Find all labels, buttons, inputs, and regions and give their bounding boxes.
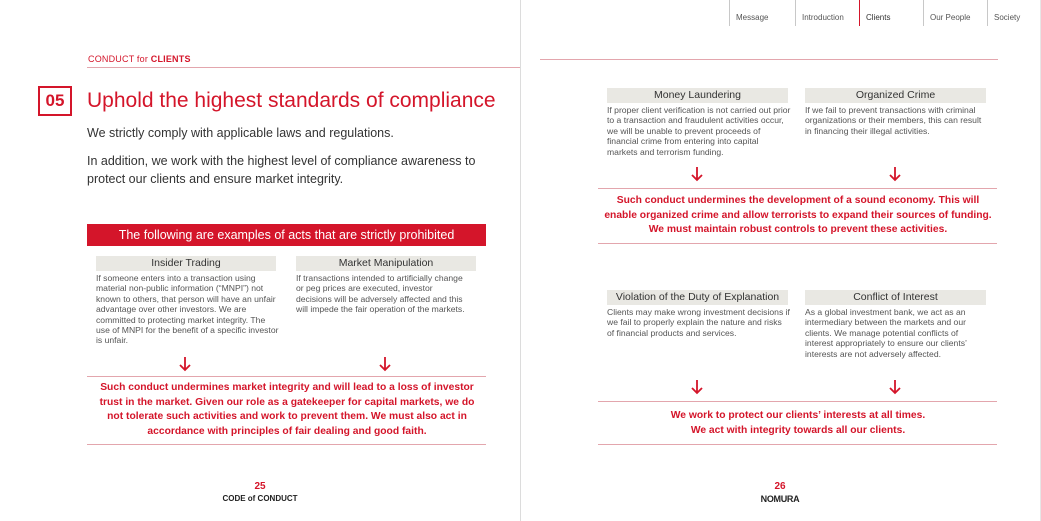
tab-label: Message (736, 13, 769, 22)
tab-introduction[interactable] (795, 0, 859, 26)
conclusion-line-1: We work to protect our clients’ interests at all times. (670, 410, 926, 421)
prohibited-acts-banner: The following are examples of acts that are strictly prohibited (87, 224, 486, 246)
left-conclusion: Such conduct undermines market integrity and will lead to a loss of investor trust in the market. Given our role as a gatekeeper for capital markets, we do not tolerate such activities and work to prevent them. We must also act in accordance with principles of fair dealing and good faith. (99, 382, 475, 437)
down-arrow-icon (691, 166, 703, 182)
lead-paragraph-2: In addition, we work with the highest level of compliance awareness to protect our clients and ensure market integrity. (87, 154, 476, 186)
market-manipulation-title: Market Manipulation (296, 256, 476, 271)
page-number-left: 25 (254, 481, 266, 492)
organized-crime-text: If we fail to prevent transactions with criminal organizations or their members, this can result in financing their illegal activities. (805, 105, 982, 136)
conclusion-rule-top (87, 376, 486, 377)
tab-clients[interactable] (859, 0, 923, 26)
down-arrow-icon (889, 166, 901, 182)
down-arrow-icon (889, 379, 901, 395)
section-prefix: CONDUCT for (88, 54, 151, 64)
right-conclusion-2 (604, 409, 992, 438)
nomura-logo: NOMURA (760, 494, 800, 504)
section-number: 05 (38, 86, 72, 116)
market-manipulation-text: If transactions intended to artificially change or peg prices are executed, investor decisions will be adversely affected and this will impede the fair operation of the markets. (296, 273, 465, 315)
footer-label: CODE of CONDUCT (222, 494, 298, 503)
insider-trading-text: If someone enters into a transaction using material non-public information (“MNPI”) not known to others, that person will have an unfair advantage over other investors. We are committed to protecting market integrity. The use of MNPI for the benefit of a specific investor is unfair. (96, 273, 279, 346)
conclusion-line-2: We act with integrity towards all our clients. (690, 424, 906, 436)
conflict-of-interest-text: As a global investment bank, we act as an intermediary between the markets and our clients. We manage potential conflicts of interest appropriately to ensure our clients’ interests are not adversely affected. (805, 307, 967, 359)
tab-label: Society (994, 13, 1021, 22)
header-rule-right (540, 59, 998, 60)
tab-message[interactable] (729, 0, 795, 26)
header-rule (87, 67, 520, 68)
money-laundering-title: Money Laundering (607, 88, 788, 103)
down-arrow-icon (691, 379, 703, 395)
page-title: Uphold the highest standards of compliance (87, 89, 496, 112)
tab-society[interactable] (987, 0, 1041, 26)
duty-of-explanation-text: Clients may make wrong investment decisions if we fail to properly explain the nature and risks of financial products and services. (607, 307, 790, 338)
page-gutter (520, 0, 521, 521)
lead-paragraph-1: We strictly comply with applicable laws and regulations. (87, 126, 394, 140)
conclusion-rule-top (598, 188, 997, 189)
conclusion-rule-bottom (87, 444, 486, 445)
conclusion-rule-bottom (598, 444, 997, 445)
money-laundering-text: If proper client verification is not carried out prior to a transaction and fraudulent activities occur, we will be unable to prevent proceeds of financial crime from entering into capital markets and terrorism funding. (607, 105, 791, 157)
tab-label: Our People (930, 13, 971, 22)
organized-crime-title: Organized Crime (805, 88, 986, 103)
tab-our-people[interactable] (923, 0, 987, 26)
down-arrow-icon (179, 356, 191, 372)
section-strong: CLIENTS (150, 54, 191, 64)
page-number-right: 26 (774, 481, 786, 492)
insider-trading-title: Insider Trading (96, 256, 276, 271)
conflict-of-interest-title: Conflict of Interest (805, 290, 986, 305)
section-label (88, 54, 191, 64)
duty-of-explanation-title: Violation of the Duty of Explanation (607, 290, 788, 305)
conclusion-rule-top (598, 401, 997, 402)
tab-label: Introduction (802, 13, 844, 22)
conclusion-rule-bottom (598, 243, 997, 244)
down-arrow-icon (379, 356, 391, 372)
right-conclusion-1: Such conduct undermines the development of a sound economy. This will enable organized crime and allow terrorists to expand their sources of funding. We must maintain robust controls to prevent these activities. (604, 195, 992, 235)
tab-label: Clients (866, 13, 891, 22)
